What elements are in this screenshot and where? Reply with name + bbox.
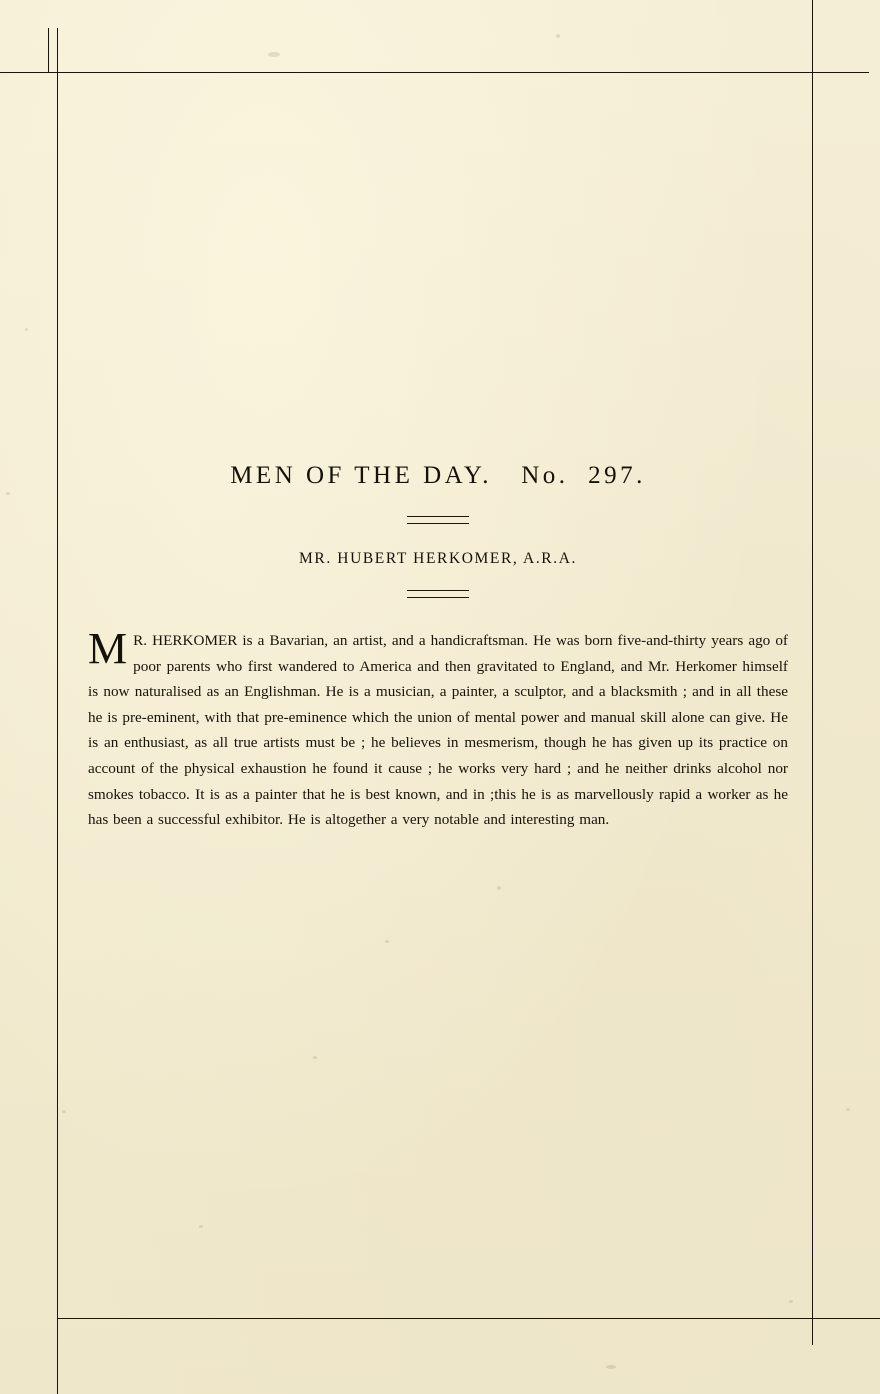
paper-speck (268, 52, 280, 57)
paper-speck (556, 34, 560, 38)
paper-speck (385, 940, 389, 943)
article-content (88, 462, 788, 833)
series-title: MEN OF THE DAY. (230, 462, 492, 489)
paper-speck (25, 328, 28, 331)
divider-below-name (407, 590, 469, 598)
drop-cap: M (88, 624, 128, 673)
issue-number: 297. (588, 462, 646, 489)
paper-speck (199, 1225, 203, 1228)
paper-speck (789, 1300, 793, 1303)
rule-left-vertical (57, 28, 58, 1394)
corner-tick-icon (48, 28, 49, 72)
paper-speck (606, 1365, 616, 1369)
paper-speck (6, 492, 10, 495)
paper-speck (62, 1110, 66, 1113)
paper-speck (846, 1108, 850, 1111)
rule-right-vertical (812, 0, 813, 1345)
subject-name: MR. HUBERT HERKOMER, A.R.A. (299, 550, 577, 567)
article-body (88, 624, 788, 833)
issue-label: No. (521, 462, 569, 489)
paper-speck (497, 886, 501, 890)
page-title (88, 462, 788, 490)
paper-speck (313, 1056, 317, 1059)
rule-top-horizontal (0, 72, 869, 73)
rule-bottom-horizontal (57, 1318, 880, 1319)
divider-above-name (407, 516, 469, 524)
article-body-text: R. HERKOMER is a Bavarian, an artist, and a handicraftsman. He was born five-and-thirty years ago of poor parents who first wandered to America and then gravitated to England, and Mr. Herkomer himself is now naturalised as an Englishman. He is a musician, a painter, a sculptor, and a blacksmith ; and in all these he is pre-eminent, with that pre-eminence which the union of mental power and manual skill alone can give. He is an enthusiast, as all true artists must be ; he believes in mesmerism, though he has given up its practice on account of the physical exhaustion he found it cause ; he works very hard ; and he neither drinks alcohol nor smokes tobacco. It is as a painter that he is best known, and in ;this he is as marvellously rapid a worker as he has been a successful exhibitor. He is altogether a very notable and interesting man. (88, 632, 788, 829)
